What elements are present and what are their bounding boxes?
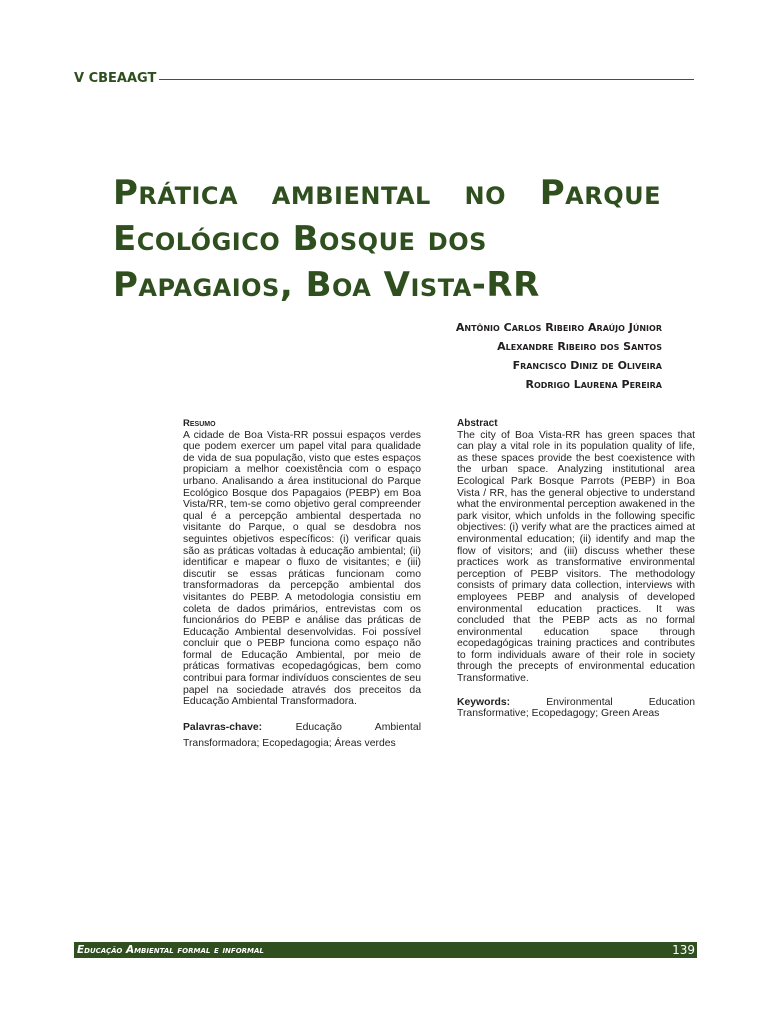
keywords-label: Keywords: [457, 696, 511, 708]
resumo-keywords [183, 720, 421, 752]
resumo-heading: Resumo [183, 418, 216, 429]
author-name: Francisco Diniz de Oliveira [512, 359, 662, 372]
author-list [456, 318, 662, 394]
journal-name: Educação Ambiental formal e informal [77, 944, 264, 956]
running-footer [74, 942, 697, 958]
header-rule [159, 79, 694, 80]
abstract-body: The city of Boa Vista-RR has green spaces that can play a vital role in its population quality of life, as these spaces provide the best coexistence with the urban space. Analyzing institutional area Ecological Park Bosque Parrots (PEBP) in Boa Vista / RR, has the general objective to understand what the environmental perception awakened in the park visitor, which unfolds in the following specific objectives: (i) verify what are the practices aimed at environmental education; (ii) identify and map the flow of visitors; and (iii) discuss whether these practices work as transformative environmental perception of PEBP visitors. The methodology consists of primary data collection, interviews with employees PEBP and analysis of developed environmental education practices. It was concluded that the PEBP acts as no formal environmental education space through ecopedagógicas training practices and contributes to form individuals aware of their role in society through the precepts of environmental education Transformative. [457, 429, 695, 685]
title-word: no [464, 173, 507, 213]
abstract-column [457, 418, 695, 720]
title-word: Prática [113, 173, 239, 213]
title-line-1 [113, 170, 661, 216]
title-word: Parque [539, 173, 661, 213]
page-number: 139 [672, 943, 695, 957]
title-line-3: Papagaios, Boa Vista-RR [113, 265, 540, 305]
conference-label: V CBEAAGT [74, 70, 157, 86]
author-name: Alexandre Ribeiro dos Santos [497, 340, 662, 353]
author-name: Rodrigo Laurena Pereira [525, 378, 662, 391]
title-word: ambiental [271, 173, 431, 213]
keywords-label: Palavras-chave: [183, 721, 263, 733]
article-title [113, 170, 663, 308]
author-name: Antônio Carlos Ribeiro Araújo Júnior [455, 321, 662, 334]
resumo-body: A cidade de Boa Vista-RR possui espaços verdes que podem exercer um papel vital para qualidade de vida de sua população, visto que estes espaços propiciam a melhor coexistência com o espaço urbano. Analisando a área institucional do Parque Ecológico Bosque dos Papagaios (PEBP) em Boa Vista/RR, tem-se como objetivo geral compreender qual é a percepção ambiental despertada no visitante do Parque, o qual se desdobra nos seguintes objetivos específicos: (i) verificar quais são as práticas voltadas à educação ambiental; (ii) identificar e mapear o fluxo de visitantes; e (iii) discutir se essas práticas funcionam como transformadoras da percepção ambiental dos visitantes do PEBP. A metodologia consistiu em coleta de dados primários, entrevistas com os funcionários do PEBP e análise das práticas de Educação Ambiental desenvolvidas. Foi possível concluir que o PEBP funciona como espaço não formal de Educação Ambiental, por meio de práticas formativas ecopedagógicas, bem como contribui para formar indivíduos conscientes de seu papel na sociedade através dos preceitos da Educação Ambiental Transformadora. [183, 429, 421, 708]
resumo-column [183, 418, 421, 752]
keywords-text: Educação Ambiental Transformadora; Ecopedagogia; Áreas verdes [183, 721, 422, 749]
keywords-text: Environmental Education Transformative; Ecopedagogy; Green Areas [457, 696, 695, 720]
abstract-keywords [457, 697, 695, 720]
running-header [74, 68, 694, 88]
title-line-2: Ecológico Bosque dos [113, 219, 487, 259]
abstract-heading: Abstract [457, 418, 498, 429]
